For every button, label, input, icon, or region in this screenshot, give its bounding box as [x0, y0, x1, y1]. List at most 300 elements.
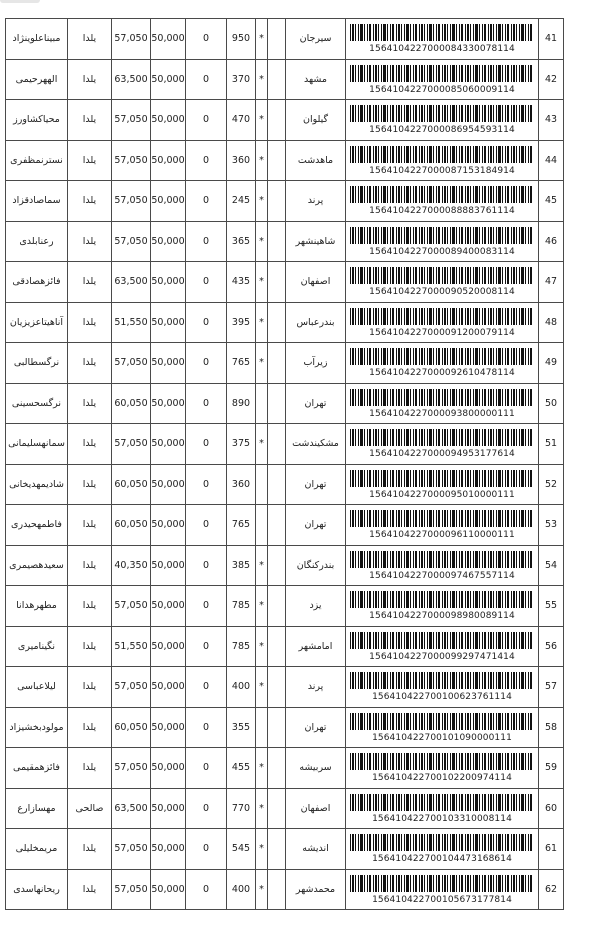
flag-marker: *: [256, 788, 268, 829]
table-row: [6, 383, 564, 424]
recipient-name: شادیمهدیخانی: [6, 464, 68, 505]
destination-city: امامشهر: [286, 626, 346, 667]
base-amount: 50,000: [151, 626, 186, 667]
recipient-name: سعیدهصیمری: [6, 545, 68, 586]
table-row: [6, 829, 564, 870]
discount-amount: 0: [186, 424, 227, 465]
recipient-name: سمانهسلیمانی: [6, 424, 68, 465]
row-number: 42: [539, 59, 564, 100]
weight-value: 435: [227, 262, 256, 303]
discount-amount: 0: [186, 181, 227, 222]
blank-cell: [268, 383, 286, 424]
base-amount: 50,000: [151, 262, 186, 303]
table-row: [6, 181, 564, 222]
barcode-icon: [350, 227, 534, 244]
weight-value: 400: [227, 869, 256, 910]
barcode-cell: [346, 626, 539, 667]
table-row: [6, 140, 564, 181]
total-amount: 57,050: [112, 829, 151, 870]
table-row: [6, 788, 564, 829]
branch-name: یلدا: [68, 140, 112, 181]
discount-amount: 0: [186, 302, 227, 343]
branch-name: یلدا: [68, 707, 112, 748]
recipient-name: فاطمهحیدری: [6, 505, 68, 546]
table-row: [6, 343, 564, 384]
barcode-icon: [350, 146, 534, 163]
flag-marker: *: [256, 19, 268, 60]
flag-marker: *: [256, 100, 268, 141]
barcode-cell: [346, 181, 539, 222]
barcode-icon: [350, 672, 534, 689]
discount-amount: 0: [186, 707, 227, 748]
branch-name: یلدا: [68, 383, 112, 424]
discount-amount: 0: [186, 667, 227, 708]
row-number: 60: [539, 788, 564, 829]
row-number: 44: [539, 140, 564, 181]
weight-value: 360: [227, 140, 256, 181]
blank-cell: [268, 707, 286, 748]
recipient-name: مبیناعلوینژاد: [6, 19, 68, 60]
barcode-icon: [350, 591, 534, 608]
blank-cell: [268, 140, 286, 181]
flag-marker: *: [256, 869, 268, 910]
total-amount: 57,050: [112, 19, 151, 60]
weight-value: 400: [227, 667, 256, 708]
table-body: [6, 19, 564, 910]
total-amount: 57,050: [112, 586, 151, 627]
row-number: 45: [539, 181, 564, 222]
barcode-cell: [346, 100, 539, 141]
barcode-icon: [350, 834, 534, 851]
weight-value: 370: [227, 59, 256, 100]
row-number: 59: [539, 748, 564, 789]
recipient-name: مطهرهدانا: [6, 586, 68, 627]
discount-amount: 0: [186, 869, 227, 910]
weight-value: 395: [227, 302, 256, 343]
barcode-icon: [350, 308, 534, 325]
table-row: [6, 505, 564, 546]
discount-amount: 0: [186, 140, 227, 181]
total-amount: 57,050: [112, 869, 151, 910]
blank-cell: [268, 869, 286, 910]
total-amount: 60,050: [112, 707, 151, 748]
branch-name: یلدا: [68, 100, 112, 141]
flag-marker: [256, 505, 268, 546]
base-amount: 50,000: [151, 59, 186, 100]
blank-cell: [268, 667, 286, 708]
table-row: [6, 59, 564, 100]
base-amount: 50,000: [151, 505, 186, 546]
table-row: [6, 869, 564, 910]
branch-name: یلدا: [68, 626, 112, 667]
branch-name: یلدا: [68, 829, 112, 870]
barcode-icon: [350, 875, 534, 892]
weight-value: 365: [227, 221, 256, 262]
barcode-cell: [346, 464, 539, 505]
barcode-icon: [350, 24, 534, 41]
table-row: [6, 100, 564, 141]
discount-amount: 0: [186, 100, 227, 141]
barcode-cell: [346, 424, 539, 465]
flag-marker: *: [256, 181, 268, 222]
destination-city: پرند: [286, 181, 346, 222]
barcode-number: 1564104227000096110000111: [369, 530, 515, 541]
flag-marker: *: [256, 626, 268, 667]
branch-name: یلدا: [68, 545, 112, 586]
table-row: [6, 262, 564, 303]
barcode-cell: [346, 221, 539, 262]
blank-cell: [268, 424, 286, 465]
discount-amount: 0: [186, 262, 227, 303]
destination-city: زیرآب: [286, 343, 346, 384]
destination-city: یزد: [286, 586, 346, 627]
table-row: [6, 626, 564, 667]
top-tab-remnant: [0, 0, 40, 3]
recipient-name: فائزهمقیمی: [6, 748, 68, 789]
barcode-cell: [346, 707, 539, 748]
total-amount: 57,050: [112, 100, 151, 141]
base-amount: 50,000: [151, 869, 186, 910]
total-amount: 57,050: [112, 140, 151, 181]
total-amount: 57,050: [112, 748, 151, 789]
barcode-number: 1564104227000086954593114: [369, 125, 515, 136]
row-number: 62: [539, 869, 564, 910]
branch-name: یلدا: [68, 302, 112, 343]
barcode-icon: [350, 713, 534, 730]
total-amount: 40,350: [112, 545, 151, 586]
barcode-icon: [350, 105, 534, 122]
weight-value: 770: [227, 788, 256, 829]
barcode-number: 156410422700101090000111: [372, 732, 512, 743]
recipient-name: محیاکشاورز: [6, 100, 68, 141]
total-amount: 60,050: [112, 505, 151, 546]
weight-value: 245: [227, 181, 256, 222]
destination-city: مشهد: [286, 59, 346, 100]
barcode-icon: [350, 510, 534, 527]
base-amount: 50,000: [151, 19, 186, 60]
base-amount: 50,000: [151, 140, 186, 181]
branch-name: یلدا: [68, 424, 112, 465]
barcode-cell: [346, 667, 539, 708]
weight-value: 385: [227, 545, 256, 586]
branch-name: یلدا: [68, 505, 112, 546]
barcode-number: 156410422700100623761114: [372, 692, 512, 703]
base-amount: 50,000: [151, 586, 186, 627]
total-amount: 57,050: [112, 424, 151, 465]
barcode-number: 156410422700104473168614: [372, 854, 512, 865]
recipient-name: مولودبخشیزاد: [6, 707, 68, 748]
recipient-name: فائزهصادقی: [6, 262, 68, 303]
barcode-icon: [350, 753, 534, 770]
blank-cell: [268, 302, 286, 343]
total-amount: 57,050: [112, 181, 151, 222]
row-number: 48: [539, 302, 564, 343]
barcode-icon: [350, 470, 534, 487]
discount-amount: 0: [186, 829, 227, 870]
blank-cell: [268, 505, 286, 546]
recipient-name: نگینامیری: [6, 626, 68, 667]
weight-value: 470: [227, 100, 256, 141]
flag-marker: [256, 383, 268, 424]
branch-name: یلدا: [68, 343, 112, 384]
table-row: [6, 586, 564, 627]
row-number: 58: [539, 707, 564, 748]
barcode-cell: [346, 586, 539, 627]
flag-marker: *: [256, 140, 268, 181]
flag-marker: *: [256, 343, 268, 384]
destination-city: اصفهان: [286, 262, 346, 303]
base-amount: 50,000: [151, 707, 186, 748]
recipient-name: نسترنمظفری: [6, 140, 68, 181]
destination-city: پرند: [286, 667, 346, 708]
table-row: [6, 707, 564, 748]
destination-city: تهران: [286, 383, 346, 424]
flag-marker: [256, 707, 268, 748]
blank-cell: [268, 221, 286, 262]
recipient-name: لیلاعباسی: [6, 667, 68, 708]
barcode-number: 1564104227000085060009114: [369, 84, 515, 95]
destination-city: مشکیندشت: [286, 424, 346, 465]
discount-amount: 0: [186, 626, 227, 667]
branch-name: یلدا: [68, 748, 112, 789]
barcode-cell: [346, 140, 539, 181]
barcode-cell: [346, 869, 539, 910]
barcode-number: 1564104227000098980089114: [369, 611, 515, 622]
row-number: 43: [539, 100, 564, 141]
row-number: 41: [539, 19, 564, 60]
barcode-cell: [346, 383, 539, 424]
total-amount: 57,050: [112, 667, 151, 708]
weight-value: 360: [227, 464, 256, 505]
total-amount: 57,050: [112, 221, 151, 262]
destination-city: گیلوان: [286, 100, 346, 141]
barcode-cell: [346, 505, 539, 546]
total-amount: 60,050: [112, 383, 151, 424]
barcode-icon: [350, 429, 534, 446]
base-amount: 50,000: [151, 424, 186, 465]
total-amount: 60,050: [112, 464, 151, 505]
barcode-icon: [350, 186, 534, 203]
blank-cell: [268, 343, 286, 384]
barcode-icon: [350, 389, 534, 406]
row-number: 51: [539, 424, 564, 465]
barcode-number: 1564104227000084330078114: [369, 44, 515, 55]
table-row: [6, 424, 564, 465]
row-number: 61: [539, 829, 564, 870]
weight-value: 890: [227, 383, 256, 424]
base-amount: 50,000: [151, 221, 186, 262]
flag-marker: *: [256, 667, 268, 708]
blank-cell: [268, 262, 286, 303]
branch-name: یلدا: [68, 586, 112, 627]
blank-cell: [268, 181, 286, 222]
base-amount: 50,000: [151, 464, 186, 505]
table-row: [6, 545, 564, 586]
weight-value: 785: [227, 586, 256, 627]
base-amount: 50,000: [151, 383, 186, 424]
discount-amount: 0: [186, 59, 227, 100]
barcode-cell: [346, 19, 539, 60]
barcode-cell: [346, 343, 539, 384]
recipient-name: نرگسحسینی: [6, 383, 68, 424]
weight-value: 545: [227, 829, 256, 870]
branch-name: یلدا: [68, 667, 112, 708]
table-row: [6, 221, 564, 262]
barcode-number: 1564104227000090520008114: [369, 287, 515, 298]
destination-city: تهران: [286, 505, 346, 546]
row-number: 49: [539, 343, 564, 384]
barcode-number: 1564104227000093800000111: [369, 408, 515, 419]
recipient-name: سماصادقزاد: [6, 181, 68, 222]
discount-amount: 0: [186, 748, 227, 789]
discount-amount: 0: [186, 586, 227, 627]
barcode-number: 1564104227000095010000111: [369, 489, 515, 500]
barcode-cell: [346, 829, 539, 870]
row-number: 53: [539, 505, 564, 546]
branch-name: یلدا: [68, 869, 112, 910]
barcode-icon: [350, 551, 534, 568]
destination-city: تهران: [286, 464, 346, 505]
barcode-cell: [346, 748, 539, 789]
blank-cell: [268, 748, 286, 789]
barcode-icon: [350, 65, 534, 82]
destination-city: محمدشهر: [286, 869, 346, 910]
weight-value: 375: [227, 424, 256, 465]
row-number: 46: [539, 221, 564, 262]
row-number: 47: [539, 262, 564, 303]
flag-marker: *: [256, 586, 268, 627]
barcode-number: 156410422700102200974114: [372, 773, 512, 784]
table-row: [6, 464, 564, 505]
barcode-cell: [346, 59, 539, 100]
branch-name: یلدا: [68, 59, 112, 100]
base-amount: 50,000: [151, 343, 186, 384]
flag-marker: [256, 464, 268, 505]
branch-name: یلدا: [68, 464, 112, 505]
discount-amount: 0: [186, 464, 227, 505]
discount-amount: 0: [186, 788, 227, 829]
table-row: [6, 19, 564, 60]
blank-cell: [268, 626, 286, 667]
weight-value: 765: [227, 343, 256, 384]
flag-marker: *: [256, 302, 268, 343]
destination-city: اصفهان: [286, 788, 346, 829]
branch-name: یلدا: [68, 19, 112, 60]
barcode-number: 1564104227000089400083114: [369, 246, 515, 257]
discount-amount: 0: [186, 19, 227, 60]
barcode-icon: [350, 632, 534, 649]
recipient-name: نرگسطالبی: [6, 343, 68, 384]
base-amount: 50,000: [151, 100, 186, 141]
destination-city: شاهینشهر: [286, 221, 346, 262]
barcode-icon: [350, 794, 534, 811]
blank-cell: [268, 59, 286, 100]
row-number: 56: [539, 626, 564, 667]
barcode-number: 1564104227000088883761114: [369, 206, 515, 217]
table-row: [6, 748, 564, 789]
weight-value: 455: [227, 748, 256, 789]
discount-amount: 0: [186, 221, 227, 262]
base-amount: 50,000: [151, 829, 186, 870]
base-amount: 50,000: [151, 181, 186, 222]
branch-name: یلدا: [68, 181, 112, 222]
barcode-number: 1564104227000099297471414: [369, 651, 515, 662]
barcode-icon: [350, 348, 534, 365]
total-amount: 63,500: [112, 262, 151, 303]
barcode-number: 156410422700105673177814: [372, 894, 512, 905]
destination-city: سربیشه: [286, 748, 346, 789]
weight-value: 355: [227, 707, 256, 748]
blank-cell: [268, 545, 286, 586]
flag-marker: *: [256, 829, 268, 870]
total-amount: 63,500: [112, 788, 151, 829]
recipient-name: آناهیتاعزیزیان: [6, 302, 68, 343]
total-amount: 51,550: [112, 302, 151, 343]
weight-value: 950: [227, 19, 256, 60]
destination-city: ماهدشت: [286, 140, 346, 181]
base-amount: 50,000: [151, 748, 186, 789]
blank-cell: [268, 788, 286, 829]
flag-marker: *: [256, 59, 268, 100]
barcode-cell: [346, 545, 539, 586]
table-row: [6, 302, 564, 343]
destination-city: بندرکنگان: [286, 545, 346, 586]
flag-marker: *: [256, 424, 268, 465]
row-number: 54: [539, 545, 564, 586]
blank-cell: [268, 464, 286, 505]
barcode-icon: [350, 267, 534, 284]
weight-value: 785: [227, 626, 256, 667]
row-number: 52: [539, 464, 564, 505]
row-number: 50: [539, 383, 564, 424]
destination-city: اندیشه: [286, 829, 346, 870]
shipment-table: [5, 18, 564, 910]
recipient-name: مهسازارع: [6, 788, 68, 829]
barcode-number: 156410422700103310008114: [372, 813, 512, 824]
branch-name: صالحی: [68, 788, 112, 829]
row-number: 55: [539, 586, 564, 627]
table-row: [6, 667, 564, 708]
total-amount: 63,500: [112, 59, 151, 100]
discount-amount: 0: [186, 545, 227, 586]
barcode-number: 1564104227000087153184914: [369, 165, 515, 176]
recipient-name: ریحانهاسدی: [6, 869, 68, 910]
discount-amount: 0: [186, 505, 227, 546]
blank-cell: [268, 100, 286, 141]
row-number: 57: [539, 667, 564, 708]
base-amount: 50,000: [151, 302, 186, 343]
destination-city: تهران: [286, 707, 346, 748]
base-amount: 50,000: [151, 667, 186, 708]
barcode-number: 1564104227000092610478114: [369, 368, 515, 379]
recipient-name: رعنابلدی: [6, 221, 68, 262]
flag-marker: *: [256, 221, 268, 262]
discount-amount: 0: [186, 383, 227, 424]
branch-name: یلدا: [68, 221, 112, 262]
barcode-number: 1564104227000097467557114: [369, 570, 515, 581]
destination-city: سیرجان: [286, 19, 346, 60]
branch-name: یلدا: [68, 262, 112, 303]
base-amount: 50,000: [151, 545, 186, 586]
weight-value: 765: [227, 505, 256, 546]
flag-marker: *: [256, 748, 268, 789]
destination-city: بندرعباس: [286, 302, 346, 343]
blank-cell: [268, 19, 286, 60]
total-amount: 51,550: [112, 626, 151, 667]
discount-amount: 0: [186, 343, 227, 384]
recipient-name: مریمخلیلی: [6, 829, 68, 870]
flag-marker: *: [256, 545, 268, 586]
